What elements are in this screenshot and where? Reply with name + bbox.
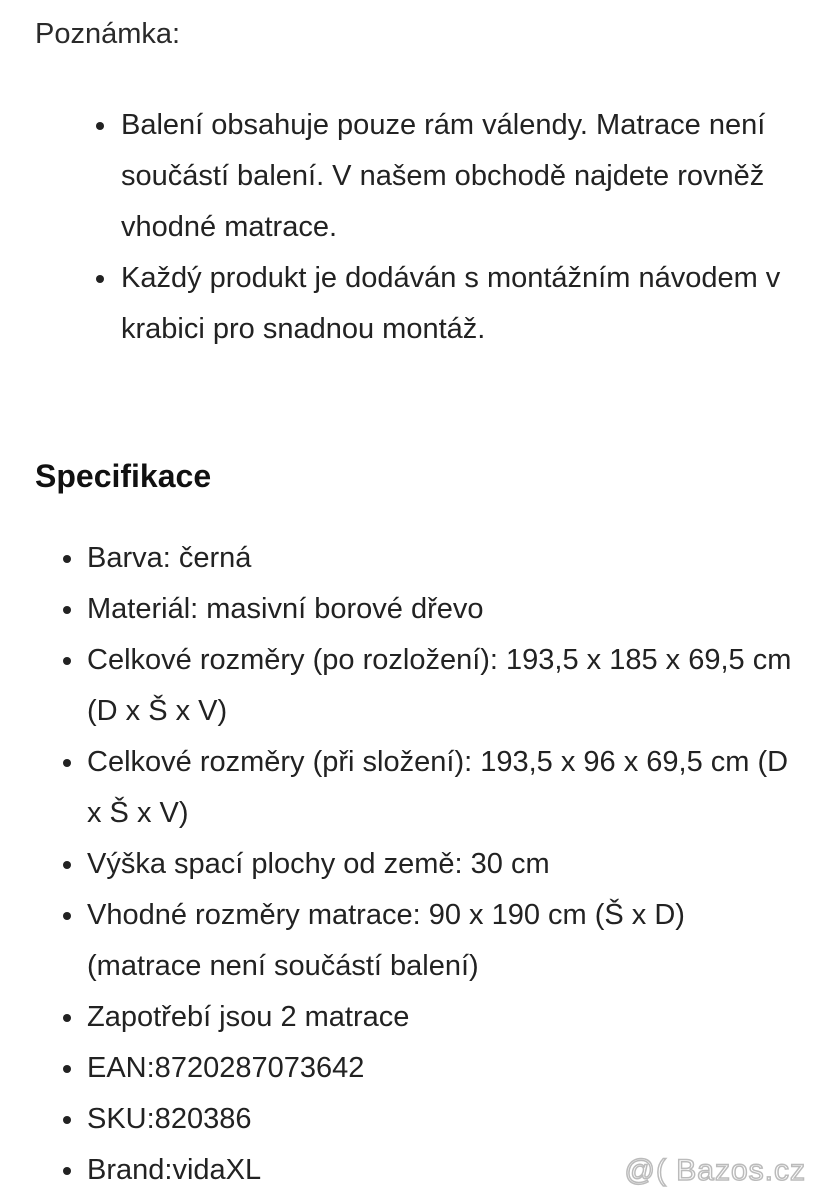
note-text: Každý produkt je dodáván s montážním návodem v krabici pro snadnou montáž. xyxy=(121,262,781,345)
bullet-icon xyxy=(63,1116,71,1124)
list-item xyxy=(87,584,797,635)
spec-text: Celkové rozměry (při složení): 193,5 x 96 x 69,5 cm (D x Š x V) xyxy=(87,746,789,829)
note-text: Balení obsahuje pouze rám válendy. Matrace není součástí balení. V našem obchodě najdete rovněž vhodné matrace. xyxy=(121,109,766,243)
spec-heading: Specifikace xyxy=(35,458,212,494)
list-item xyxy=(87,1094,797,1145)
bullet-icon xyxy=(63,1167,71,1175)
spec-text: SKU:820386 xyxy=(87,1103,252,1135)
bullet-icon xyxy=(63,657,71,665)
spec-text: Celkové rozměry (po rozložení): 193,5 x 185 x 69,5 cm (D x Š x V) xyxy=(87,644,792,727)
bullet-icon xyxy=(96,122,104,130)
bullet-icon xyxy=(63,606,71,614)
bullet-icon xyxy=(63,759,71,767)
list-item xyxy=(87,992,797,1043)
list-item xyxy=(87,1043,797,1094)
spec-text: Brand:vidaXL xyxy=(87,1154,262,1186)
list-item xyxy=(87,737,797,839)
list-item xyxy=(87,890,797,992)
bullet-icon xyxy=(96,275,104,283)
bullet-icon xyxy=(63,1014,71,1022)
list-item xyxy=(121,100,791,253)
bullet-icon xyxy=(63,555,71,563)
bullet-icon xyxy=(63,1065,71,1073)
spec-text: Zapotřebí jsou 2 matrace xyxy=(87,1001,410,1033)
spec-text: EAN:8720287073642 xyxy=(87,1052,365,1084)
list-item xyxy=(87,635,797,737)
note-label: Poznámka: xyxy=(35,18,181,50)
spec-text: Barva: černá xyxy=(87,542,252,574)
bazos-watermark: @( Bazos.cz xyxy=(624,1154,806,1187)
spec-text: Vhodné rozměry matrace: 90 x 190 cm (Š x D) (matrace není součástí balení) xyxy=(87,899,685,982)
spec-list xyxy=(87,533,797,1196)
spec-text: Výška spací plochy od země: 30 cm xyxy=(87,848,550,880)
note-list xyxy=(121,100,791,355)
spec-text: Materiál: masivní borové dřevo xyxy=(87,593,484,625)
bullet-icon xyxy=(63,912,71,920)
list-item xyxy=(121,253,791,355)
list-item xyxy=(87,533,797,584)
bullet-icon xyxy=(63,861,71,869)
list-item xyxy=(87,839,797,890)
